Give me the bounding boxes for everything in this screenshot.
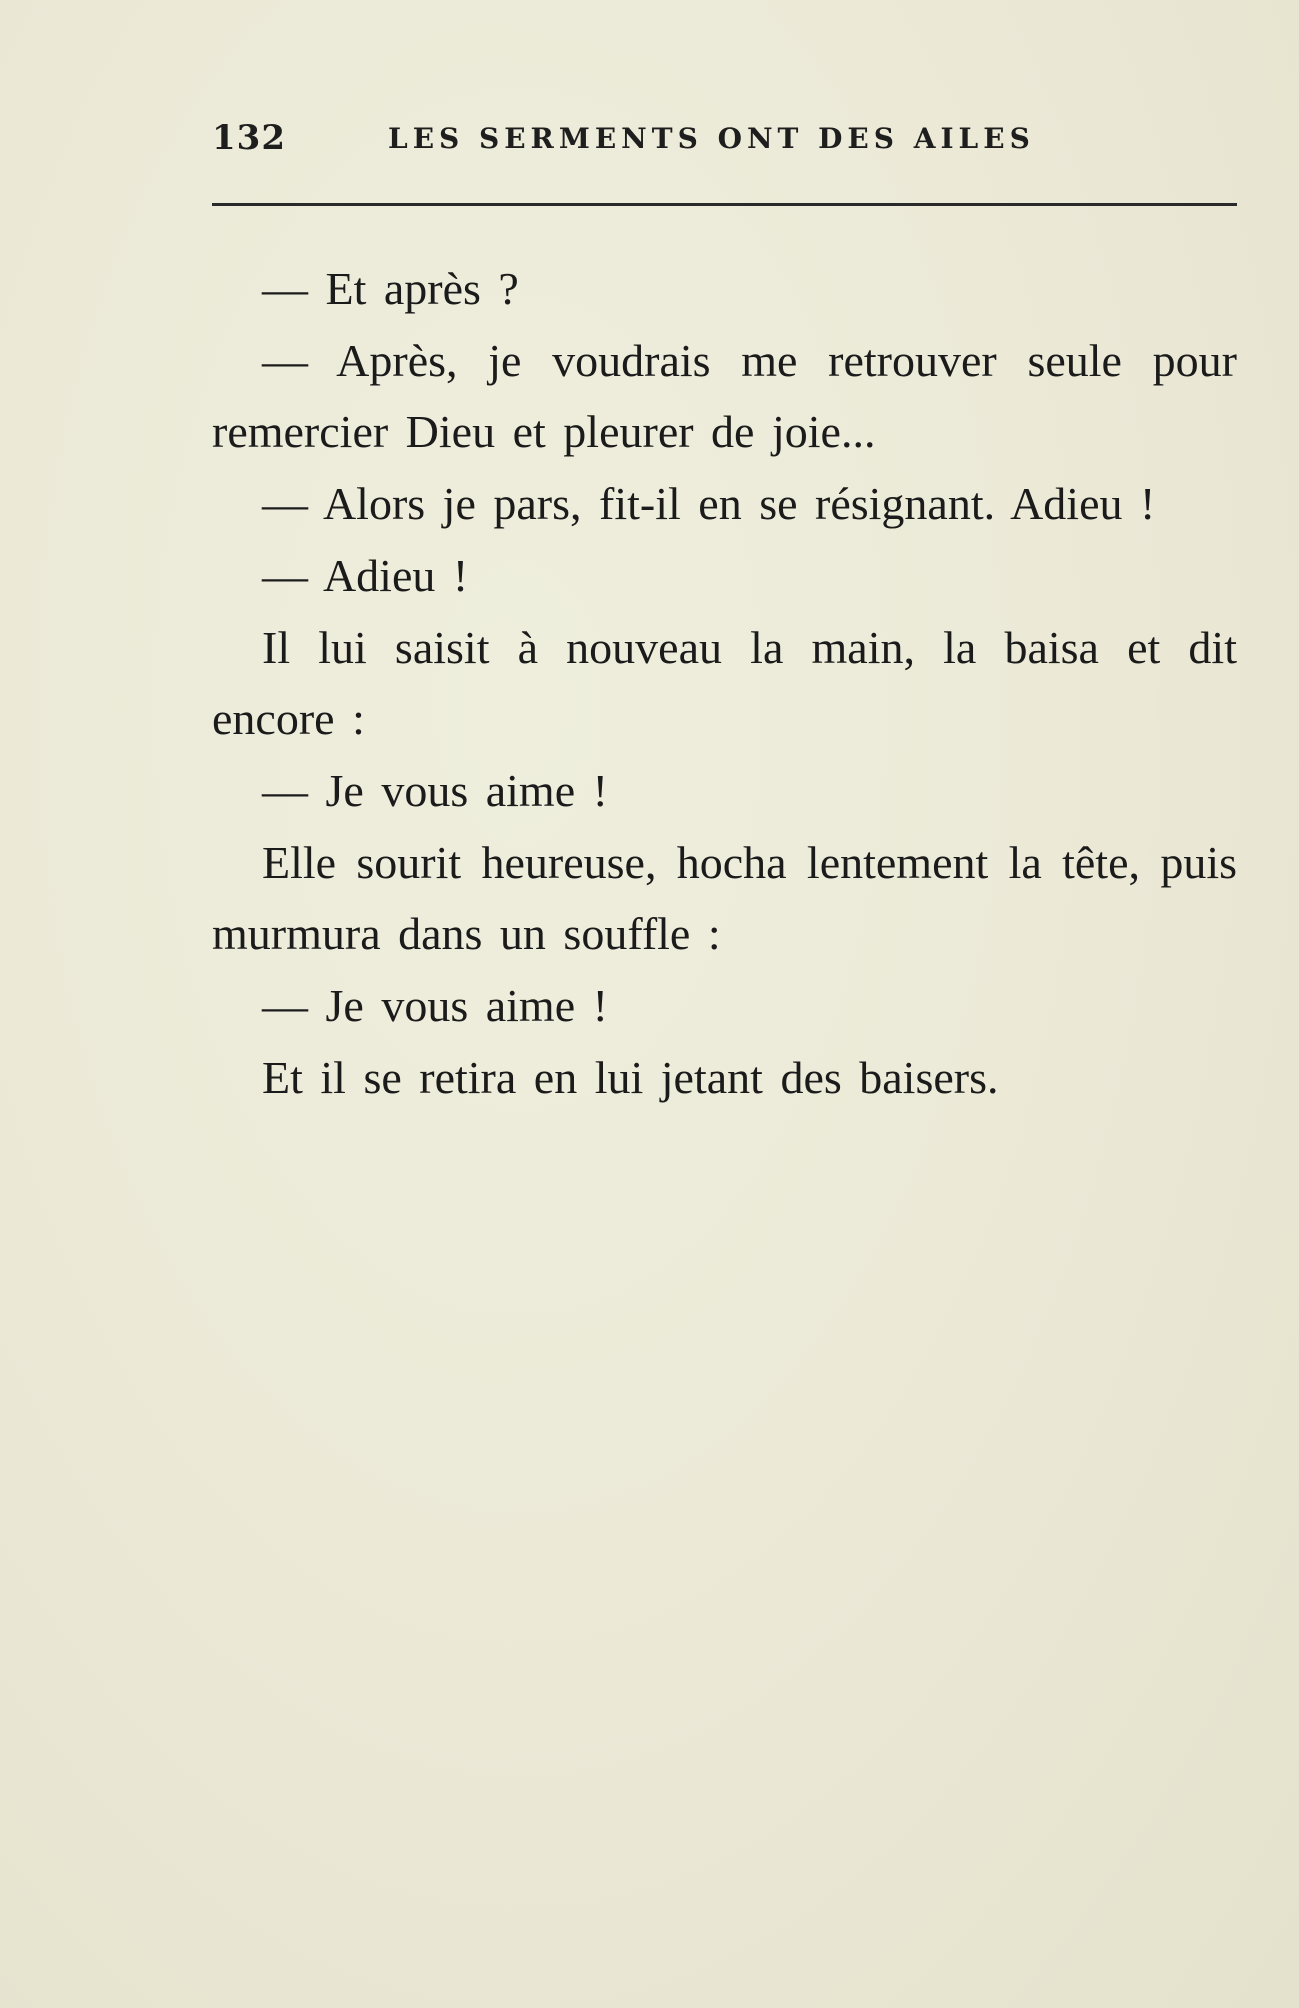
paragraph: — Alors je pars, fit-il en se résignant. Adieu ! [262, 478, 1156, 530]
paragraph: Il lui saisit à nouveau la main, la baisa et dit encore : [212, 621, 1237, 745]
body-text [212, 253, 1237, 1113]
header-rule [212, 203, 1237, 206]
page-number: 132 [212, 118, 286, 158]
paragraph: — Et après ? [262, 263, 519, 314]
running-title: LES SERMENTS ONT DES AILES [388, 122, 1035, 155]
paragraph: — Je vous aime ! [262, 980, 608, 1032]
paragraph: Et il se retira en lui jetant des baisers. [262, 1051, 999, 1103]
page-header [212, 118, 1237, 168]
paragraph: — Après, je voudrais me retrouver seule pour remercier Dieu et pleurer de joie... [212, 334, 1237, 458]
paragraph: Elle sourit heureuse, hocha lentement la tête, puis murmura dans un souffle : [212, 836, 1237, 960]
paragraph: — Je vous aime ! [262, 764, 608, 816]
paragraph: — Adieu ! [262, 549, 469, 601]
